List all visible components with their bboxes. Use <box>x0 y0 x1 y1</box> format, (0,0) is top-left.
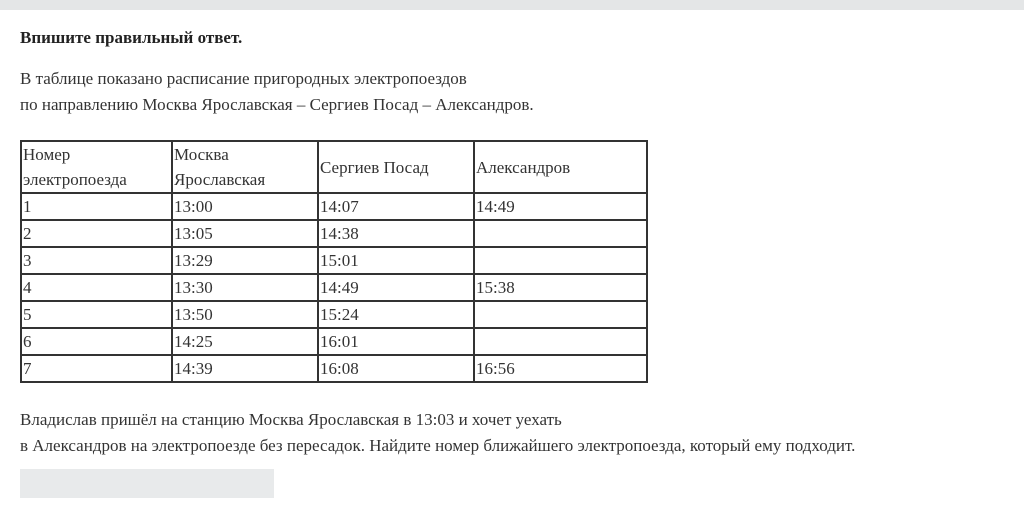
cell-aleksandrov-time: 15:38 <box>474 274 647 301</box>
intro-line-2: по направлению Москва Ярославская – Сергиев Посад – Александров. <box>20 95 534 114</box>
cell-moscow-time: 13:29 <box>172 247 318 274</box>
cell-train-number: 6 <box>21 328 172 355</box>
cell-aleksandrov-time <box>474 247 647 274</box>
header-moscow-yaroslavskaya: Москва Ярославская <box>172 141 318 193</box>
cell-moscow-time: 13:30 <box>172 274 318 301</box>
header-train-number: Номер электропоезда <box>21 141 172 193</box>
table-row <box>21 328 647 355</box>
cell-sergiev-posad-time: 15:24 <box>318 301 474 328</box>
cell-moscow-time: 13:00 <box>172 193 318 220</box>
cell-aleksandrov-time: 14:49 <box>474 193 647 220</box>
cell-train-number: 4 <box>21 274 172 301</box>
answer-input[interactable] <box>20 469 274 498</box>
cell-train-number: 2 <box>21 220 172 247</box>
instruction-heading: Впишите правильный ответ. <box>20 28 243 47</box>
cell-train-number: 7 <box>21 355 172 382</box>
table-row <box>21 247 647 274</box>
cell-moscow-time: 14:39 <box>172 355 318 382</box>
table-row <box>21 220 647 247</box>
table-header-row <box>21 141 647 193</box>
table-row <box>21 301 647 328</box>
cell-train-number: 1 <box>21 193 172 220</box>
cell-sergiev-posad-time: 16:01 <box>318 328 474 355</box>
cell-sergiev-posad-time: 14:49 <box>318 274 474 301</box>
schedule-table <box>20 140 648 383</box>
table-row <box>21 355 647 382</box>
header-sergiev-posad: Сергиев Посад <box>318 141 474 193</box>
cell-aleksandrov-time: 16:56 <box>474 355 647 382</box>
cell-moscow-time: 14:25 <box>172 328 318 355</box>
cell-aleksandrov-time <box>474 220 647 247</box>
cell-sergiev-posad-time: 16:08 <box>318 355 474 382</box>
top-bar <box>0 0 1024 10</box>
cell-sergiev-posad-time: 14:38 <box>318 220 474 247</box>
question-line-2: в Александров на электропоезде без пересадок. Найдите номер ближайшего электропоезда, который ему подходит. <box>20 436 856 455</box>
cell-train-number: 5 <box>21 301 172 328</box>
cell-aleksandrov-time <box>474 301 647 328</box>
question-text <box>20 407 855 459</box>
cell-sergiev-posad-time: 15:01 <box>318 247 474 274</box>
cell-sergiev-posad-time: 14:07 <box>318 193 474 220</box>
intro-line-1: В таблице показано расписание пригородных электропоездов <box>20 69 467 88</box>
table-row <box>21 274 647 301</box>
header-aleksandrov: Александров <box>474 141 647 193</box>
cell-aleksandrov-time <box>474 328 647 355</box>
cell-train-number: 3 <box>21 247 172 274</box>
cell-moscow-time: 13:50 <box>172 301 318 328</box>
cell-moscow-time: 13:05 <box>172 220 318 247</box>
intro-text <box>20 66 534 118</box>
table-row <box>21 193 647 220</box>
question-line-1: Владислав пришёл на станцию Москва Ярославская в 13:03 и хочет уехать <box>20 410 562 429</box>
